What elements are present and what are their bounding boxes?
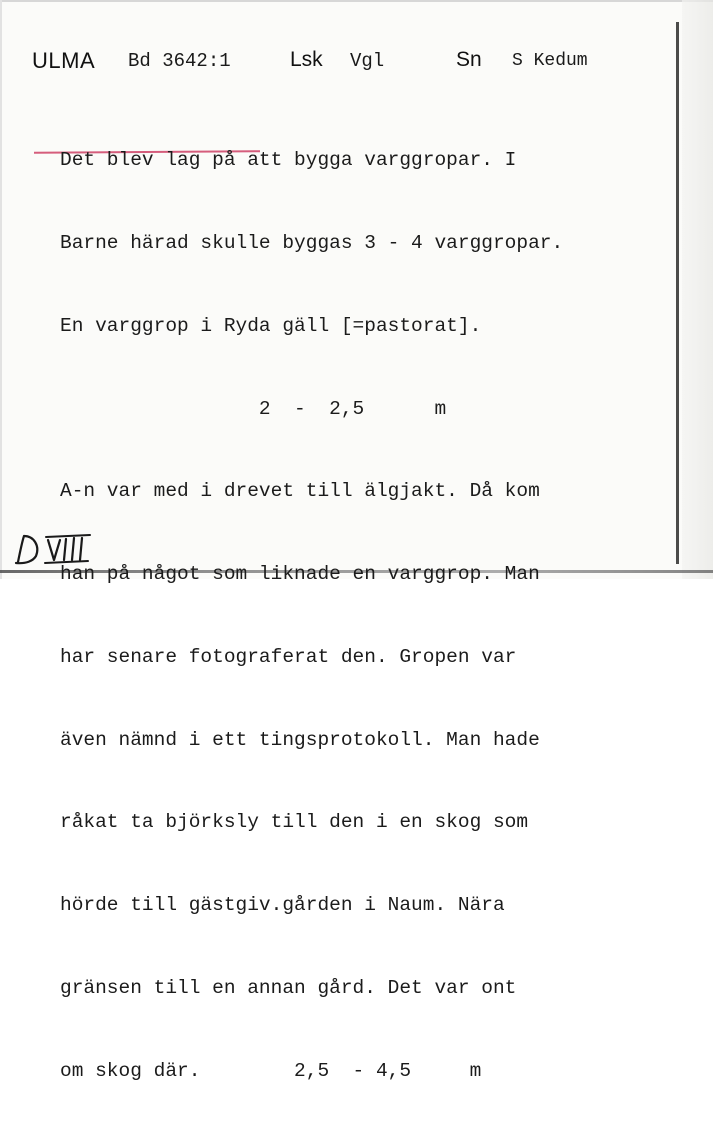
landskap-label: Lsk [290,48,323,71]
text-line: gränsen till en annan gård. Det var ont [60,977,517,999]
text-line: även nämnd i ett tingsprotokoll. Man hade [60,728,540,751]
text-line: har senare fotograferat den. Gropen var [60,645,517,668]
signature-drawing [8,528,98,572]
socken-label: Sn [456,48,482,71]
text-line: han på något som liknade en varggrop. Man [60,563,540,586]
card-top-edge [0,0,713,2]
text-line: hörde till gästgiv.gården i Naum. Nära [60,894,505,917]
text-line: A-n var med i drevet till älgjakt. Då kom [60,480,540,503]
card-header [32,48,652,78]
card-left-edge [0,0,2,579]
handwritten-signature [8,528,98,572]
text-line: Det blev lag på att bygga varggropar. I [60,149,517,172]
socken-value: S Kedum [512,51,588,71]
text-line: 2 - 2,5 m [60,397,447,420]
volume-number: Bd 3642:1 [128,50,231,72]
scan-margin [682,0,713,579]
record-text [60,92,670,1141]
text-line: En varggrop i Ryda gäll [=pastorat]. [60,314,482,337]
archive-name: ULMA [32,48,96,73]
card-right-border [676,22,679,564]
text-line: om skog där. 2,5 - 4,5 m [60,1059,482,1082]
landskap-value: Vgl [350,50,385,72]
text-line: Barne härad skulle byggas 3 - 4 varggropar. [60,231,564,254]
text-line: råkat ta björksly till den i en skog som [60,811,529,834]
